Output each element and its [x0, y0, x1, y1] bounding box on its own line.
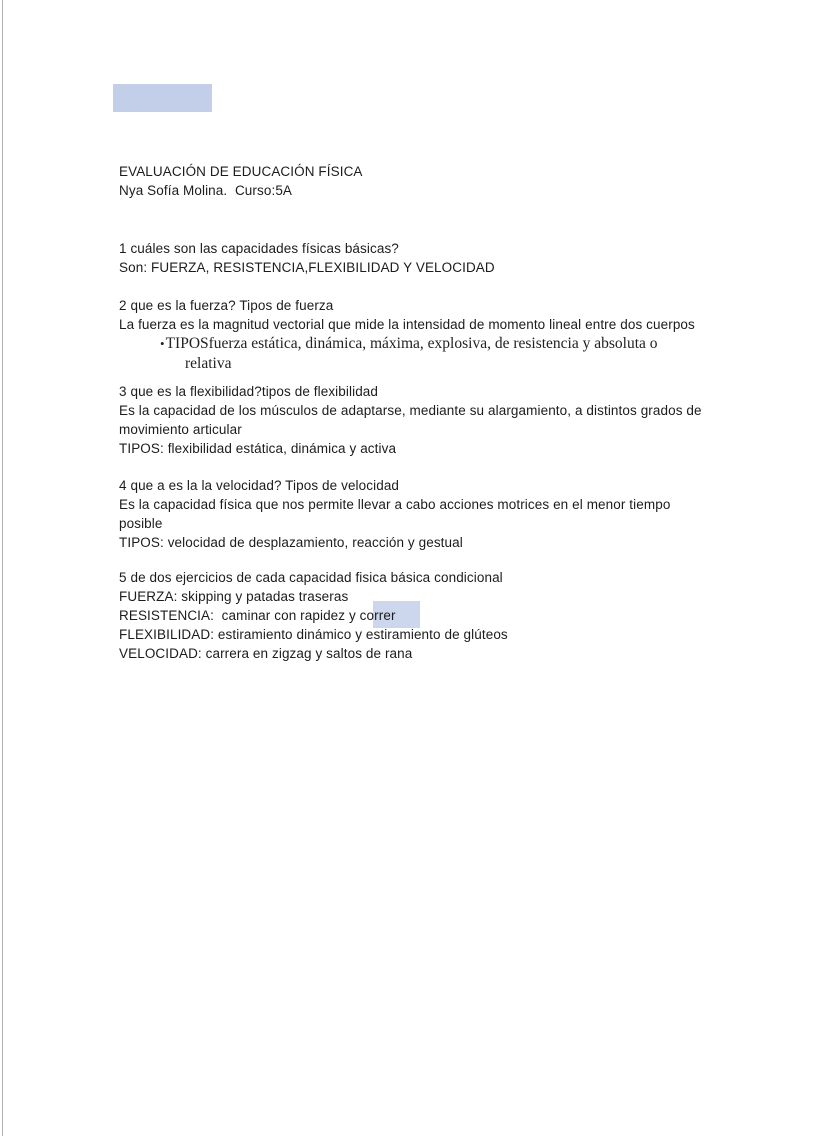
question-1-block: [119, 239, 495, 277]
question-2-text: 2 que es la fuerza? Tipos de fuerza: [119, 298, 334, 313]
answer-4-text-2: posible: [119, 516, 163, 531]
question-3-block: [119, 382, 702, 458]
question-1-text: 1 cuáles son las capacidades físicas básicas?: [119, 241, 399, 256]
bullet-line-2: relativa: [185, 355, 232, 372]
types-4-text: TIPOS: velocidad de desplazamiento, reacción y gestual: [119, 535, 463, 550]
answer-2-text: La fuerza es la magnitud vectorial que mide la intensidad de momento lineal entre dos cuerpos: [119, 317, 695, 332]
answer-1-text: Son: FUERZA, RESISTENCIA,FLEXIBILIDAD Y VELOCIDAD: [119, 260, 495, 275]
exercise-resistencia-text: RESISTENCIA: caminar con rapidez y correr: [119, 608, 396, 623]
answer-3-text-2: movimiento articular: [119, 422, 242, 437]
bullet-icon: •: [160, 336, 165, 351]
bullet-line-1: [119, 334, 695, 354]
types-3-text: TIPOS: flexibilidad estática, dinámica y activa: [119, 441, 397, 456]
question-5-block: [119, 568, 508, 663]
question-4-text: 4 que a es la la velocidad? Tipos de velocidad: [119, 478, 400, 493]
bullet-line-1-text: TIPOSfuerza estática, dinámica, máxima, explosiva, de resistencia y absoluta o: [165, 335, 658, 352]
doc-header: [119, 162, 363, 200]
question-3-text: 3 que es la flexibilidad?tipos de flexibilidad: [119, 384, 379, 399]
page-edge-line: [2, 0, 3, 1136]
doc-title: EVALUACIÓN DE EDUCACIÓN FÍSICA: [119, 164, 363, 179]
highlight-box-top: [113, 84, 212, 112]
question-5-text: 5 de dos ejercicios de cada capacidad fisica básica condicional: [119, 570, 503, 585]
answer-3-text-1: Es la capacidad de los músculos de adaptarse, mediante su alargamiento, a distintos grados de: [119, 403, 702, 418]
types-bullet-paragraph: [119, 334, 695, 374]
student-name-line: Nya Sofía Molina. Curso:5A: [119, 183, 293, 198]
exercise-flexibilidad-text: FLEXIBILIDAD: estiramiento dinámico y estiramiento de glúteos: [119, 627, 508, 642]
question-4-block: [119, 476, 670, 552]
answer-4-text-1: Es la capacidad física que nos permite llevar a cabo acciones motrices en el menor tiempo: [119, 497, 671, 512]
question-2-block: [119, 296, 695, 374]
exercise-velocidad-text: VELOCIDAD: carrera en zigzag y saltos de rana: [119, 646, 413, 661]
exercise-fuerza-text: FUERZA: skipping y patadas traseras: [119, 589, 349, 604]
